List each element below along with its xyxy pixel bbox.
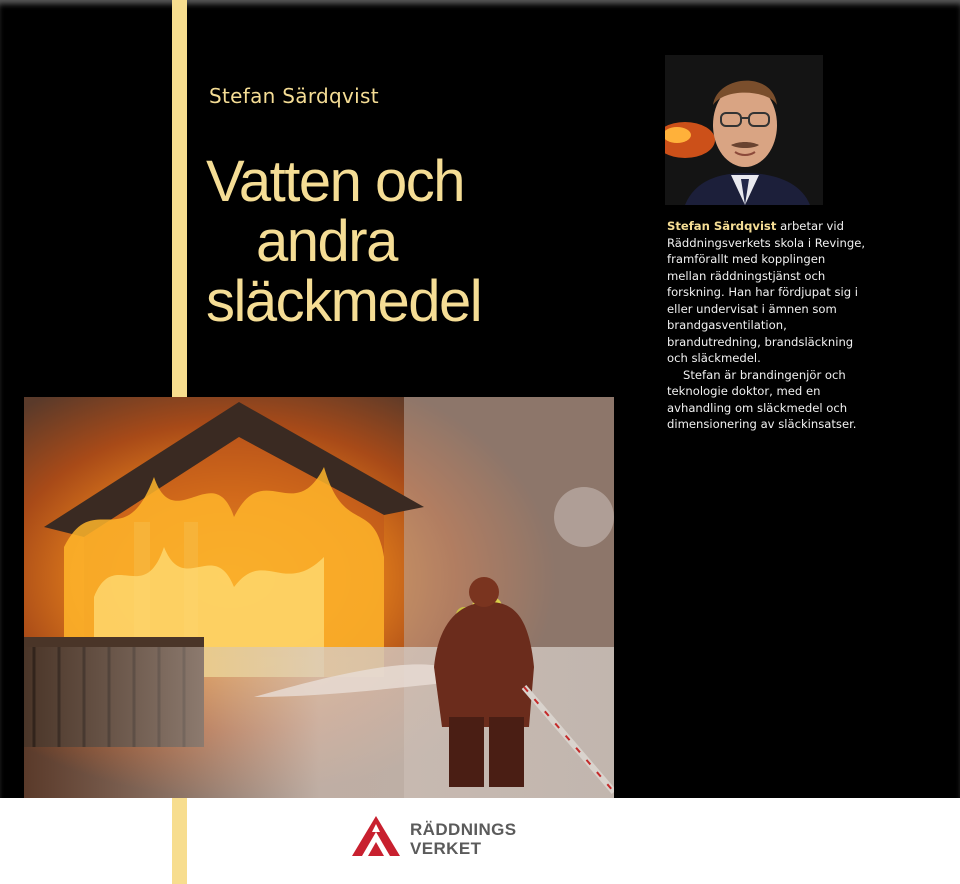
logo-text (410, 820, 517, 858)
title-line-3: släckmedel (206, 269, 482, 334)
firefighter-fire-illustration (24, 397, 614, 798)
bio-paragraph-1-text: arbetar vid Räddningsverkets skola i Revinge, framförallt med kopplingen mellan räddningstjänst och forskning. Han har fördjupat sig i eller undervisat i ämnen som brandgasventilation, brandutredning, brandsläckning och släckmedel. (667, 219, 866, 365)
author-portrait (665, 55, 823, 205)
bio-paragraph-2: Stefan är brandingenjör och teknologie doktor, med en avhandling om släckmedel och dimensionering av släckinsatser. (667, 367, 857, 431)
title-line-1: Vatten och (206, 149, 465, 214)
publisher-logo (350, 812, 570, 860)
bio-paragraph-1 (667, 218, 867, 367)
title-line-2: andra (256, 209, 397, 274)
logo-line-2: VERKET (410, 839, 482, 858)
raddningsverket-logo-icon (350, 812, 402, 860)
author-portrait-illustration (665, 55, 823, 205)
author-name: Stefan Särdqvist (209, 84, 379, 108)
book-title (206, 149, 482, 334)
cover-photo (24, 397, 614, 798)
author-bio (667, 218, 867, 433)
logo-line-1: RÄDDNINGS (410, 820, 517, 839)
bio-author-name: Stefan Särdqvist (667, 219, 777, 233)
